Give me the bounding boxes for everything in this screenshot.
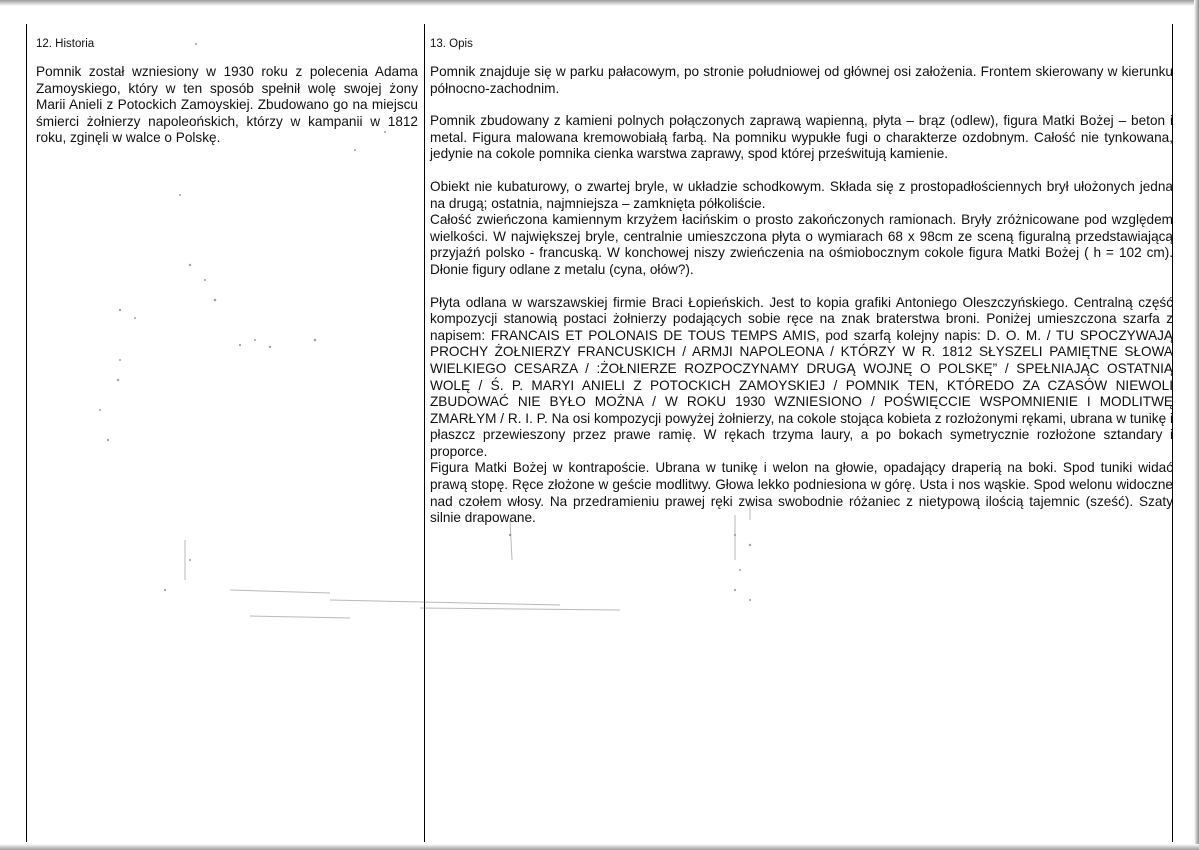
paragraph-gap [430,279,1173,295]
scan-edge-right [1194,0,1199,850]
paragraph-gap [430,97,1173,113]
column-divider [424,24,425,842]
history-paragraph: Pomnik został wzniesiony w 1930 roku z polecenia Adama Zamoyskiego, który w ten sposób spełnił wolę swojej żony Marii Anieli z Potockich Zamoyskiej. Zbudowano go na miejscu śmierci żołnierzy napoleońskich, którzy w kampanii w 1812 roku, zginęli w walce o Polskę. [36,64,418,146]
section-heading: 13. Opis [430,38,473,50]
frame-line-left [26,24,27,842]
description-paragraph-materials: Pomnik zbudowany z kamieni polnych połączonych zaprawą wapienną, płyta – brąz (odlew), figura Matki Bożej – beton i metal. Figura malowana kremowobiałą farbą. Na pomniku wypukłe fugi o charakterze ozdobnym. Całość nie tynkowana, jedynie na cokole pomnika cienka warstwa zaprawy, spod której prześwitują kamienie. [430,113,1173,162]
section-historia [36,36,418,147]
description-paragraph-figure: Figura Matki Bożej w kontrapoście. Ubrana w tunikę i welon na głowie, opadający draperią na boki. Spod tuniki widać prawą stopę. Ręce złożone w geście modlitwy. Głowa lekko podniesiona w górę. Usta i nos wąskie. Spod welonu widoczne nad czołem włosy. Na przedramieniu prawej ręki zwisa swobodnie różaniec z nietypową ilością tajemnic (sześć). Szaty silnie drapowane. [430,460,1173,526]
scan-edge-bottom [0,844,1199,850]
scan-edge-top [0,0,1199,6]
description-paragraph-plaque: Płyta odlana w warszawskiej firmie Braci Łopieńskich. Jest to kopia grafiki Antoniego Oleszczyńskiego. Centralną część kompozycji stanowią postaci żołnierzy podających sobie ręce na znak braterstwa broni. Poniżej umieszczona szarfa z napisem: FRANCAIS ET POLONAIS DE TOUS TEMPS AMIS, pod szarfą kolejny napis: D. O. M. / TU SPOCZYWAJĄ PROCHY ŻOŁNIERZY FRANCUSKICH / ARMJI NAPOLEONA / KTÓRZY W R. 1812 SŁYSZELI PAMIĘTNE SŁOWA WIELKIEGO CESARZA / :ŻOŁNIERZE ROZPOCZYNAMY DRUGĄ WOJNĘ O POLSKĘ” / SPEŁNIAJĄC OSTATNIĄ WOLĘ / Ś. P. MARYI ANIELI Z POTOCKICH ZAMOYSKIEJ / POMNIK TEN, KTÓREDO ZA CZASÓW NIEWOLI ZBUDOWAĆ NIE BYŁO MOŻNA / W ROKU 1930 WZNIESIONO / POŚWIĘCCIE WSPOMNIENIE I MODLITWĘ ZMARŁYM / R. I. P. Na osi kompozycji powyżej żołnierzy, na cokole stojąca kobieta z rozłożonymi rękami, ubrana w tunikę i płaszcz przewieszony przez prawe ramię. W rękach trzyma laury, a po bokach symetrycznie rozłożone sztandary i proporce. [430,294,1173,459]
section-opis [430,36,1173,527]
paragraph-gap [430,163,1173,179]
description-paragraph-location: Pomnik znajduje się w parku pałacowym, po stronie południowej od głównej osi założenia. Frontem skierowany w kierunku północno-zachodnim. [430,64,1173,96]
description-paragraph-crown: Całość zwieńczona kamiennym krzyżem łacińskim o prosto zakończonych ramionach. Bryły zróżnicowane pod względem wielkości. W największej bryle, centralnie umieszczona płyta o wymiarach 68 x 98cm ze sceną figuralną przedstawiającą przyjaźń polsko - francuską. W konchowej niszy zwieńczenia na ośmiobocznym cokole figura Matki Bożej ( h = 102 cm). Dłonie figury odlane z metalu (cyna, ołów?). [430,212,1173,277]
description-paragraph-form: Obiekt nie kubaturowy, o zwartej bryle, w układzie schodkowym. Składa się z prostopadłościennych brył ułożonych jedna na drugą; ostatnia, najmniejsza – zamknięta półkoliście. [430,178,1173,211]
section-heading: 12. Historia [36,38,95,50]
